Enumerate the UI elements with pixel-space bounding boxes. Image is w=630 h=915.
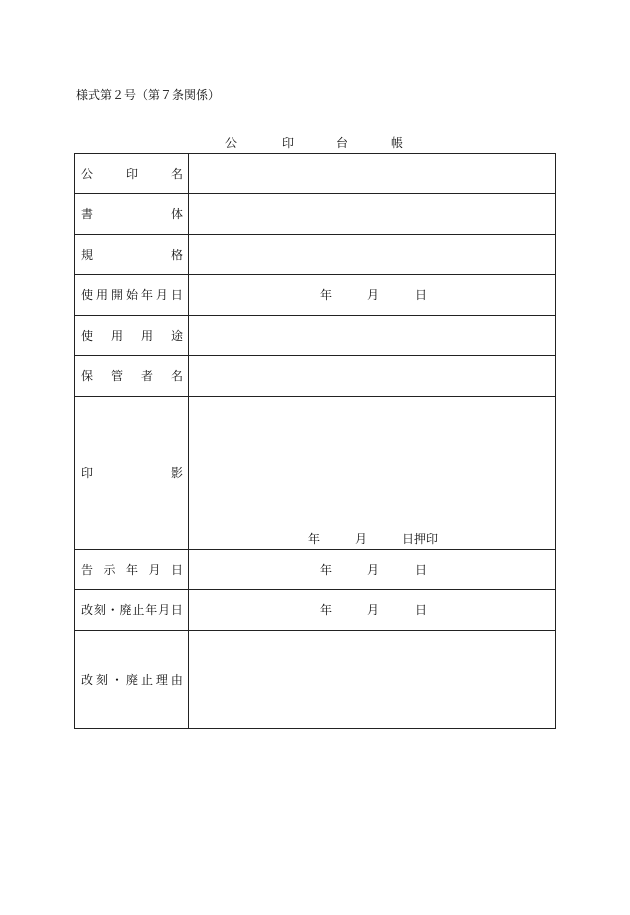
label-char: 止 (132, 603, 145, 617)
label-cell (75, 154, 189, 194)
month-unit: 月 (367, 562, 380, 577)
label-char: 始 (125, 288, 138, 302)
date-field (189, 603, 555, 617)
label-char: 開 (110, 288, 123, 302)
label-char: 刻 (93, 603, 106, 617)
label-char: 止 (140, 672, 153, 687)
label-char: 廃 (119, 603, 132, 617)
title-char: 印 (281, 136, 294, 150)
label-char: 年 (125, 562, 138, 577)
title-char: 帳 (390, 136, 403, 150)
label-char: ・ (110, 672, 123, 687)
year-unit: 年 (320, 288, 333, 302)
label-char: 使 (81, 328, 94, 343)
revision-date-label (75, 603, 188, 617)
row-typeface (75, 194, 556, 235)
custodian-label (75, 369, 188, 383)
year-unit: 年 (308, 532, 321, 546)
date-field (189, 288, 555, 302)
impression-value[interactable] (189, 397, 556, 550)
row-size (75, 235, 556, 275)
label-char: 告 (81, 562, 94, 577)
label-char: 公 (81, 166, 94, 181)
row-custodian (75, 356, 556, 397)
label-char: 用 (95, 288, 108, 302)
form-reference: 様式第２号（第７条関係） (76, 88, 221, 102)
typeface-value[interactable] (189, 194, 556, 235)
year-unit: 年 (320, 603, 333, 617)
label-char: 印 (81, 466, 94, 480)
row-purpose (75, 316, 556, 356)
seal-ledger-table (74, 153, 556, 729)
day-unit: 日 (415, 288, 428, 302)
label-cell (75, 590, 189, 631)
label-char: 月 (158, 603, 171, 617)
revision-reason-value[interactable] (189, 631, 556, 729)
seal-date-field (189, 532, 555, 546)
label-char: 年 (140, 288, 153, 302)
seal-name-label (75, 167, 188, 181)
impression-label (75, 466, 188, 480)
revision-date-value[interactable] (189, 590, 556, 631)
row-revision-reason (75, 631, 556, 729)
label-char: 書 (81, 207, 94, 221)
date-field (189, 563, 555, 577)
label-char: 名 (170, 369, 183, 383)
label-cell (75, 275, 189, 316)
purpose-value[interactable] (189, 316, 556, 356)
label-char: 格 (170, 247, 183, 262)
label-char: 影 (170, 466, 183, 480)
notice-date-label (75, 563, 188, 577)
label-char: 改 (81, 603, 94, 617)
month-unit: 月 (367, 603, 380, 617)
row-start-date (75, 275, 556, 316)
label-char: 理 (155, 672, 168, 687)
label-char: 者 (140, 369, 153, 383)
row-notice-date (75, 550, 556, 590)
label-char: 名 (170, 166, 183, 181)
label-char: 保 (81, 369, 94, 383)
label-char: 月 (155, 288, 168, 302)
year-unit: 年 (320, 562, 333, 577)
start-date-value[interactable] (189, 275, 556, 316)
label-char: 用 (110, 328, 123, 343)
row-seal-name (75, 154, 556, 194)
label-char: 刻 (95, 672, 108, 687)
purpose-label (75, 329, 188, 343)
day-unit: 日 (415, 562, 428, 577)
label-char: 管 (110, 369, 123, 383)
month-unit: 月 (355, 532, 368, 546)
label-char: 途 (170, 328, 183, 343)
row-revision-date (75, 590, 556, 631)
label-char: 規 (81, 247, 94, 262)
label-char: 使 (81, 288, 94, 302)
label-char: ・ (106, 603, 119, 617)
label-char: 印 (125, 166, 138, 181)
title-char: 公 (224, 136, 237, 150)
label-char: 廃 (125, 672, 138, 687)
start-date-label (75, 288, 188, 302)
revision-reason-label (75, 673, 188, 687)
label-char: 用 (140, 328, 153, 343)
label-cell (75, 550, 189, 590)
label-char: 示 (103, 562, 116, 577)
seal-name-value[interactable] (189, 154, 556, 194)
label-char: 月 (148, 562, 161, 577)
typeface-label (75, 207, 188, 221)
title-char: 台 (335, 136, 348, 150)
label-char: 年 (145, 603, 158, 617)
label-cell (75, 397, 189, 550)
label-cell (75, 356, 189, 397)
label-cell (75, 235, 189, 275)
size-label (75, 248, 188, 262)
label-cell (75, 316, 189, 356)
label-char: 日 (170, 603, 183, 617)
label-cell (75, 631, 189, 729)
label-char: 日 (170, 288, 183, 302)
day-unit: 日 (415, 603, 428, 617)
size-value[interactable] (189, 235, 556, 275)
label-char: 由 (170, 672, 183, 687)
label-char: 体 (170, 207, 183, 221)
label-char: 日 (170, 562, 183, 577)
label-cell (75, 194, 189, 235)
day-seal-unit: 日押印 (402, 532, 439, 546)
notice-date-value[interactable] (189, 550, 556, 590)
row-impression (75, 397, 556, 550)
custodian-value[interactable] (189, 356, 556, 397)
label-char: 改 (81, 672, 94, 687)
month-unit: 月 (367, 288, 380, 302)
